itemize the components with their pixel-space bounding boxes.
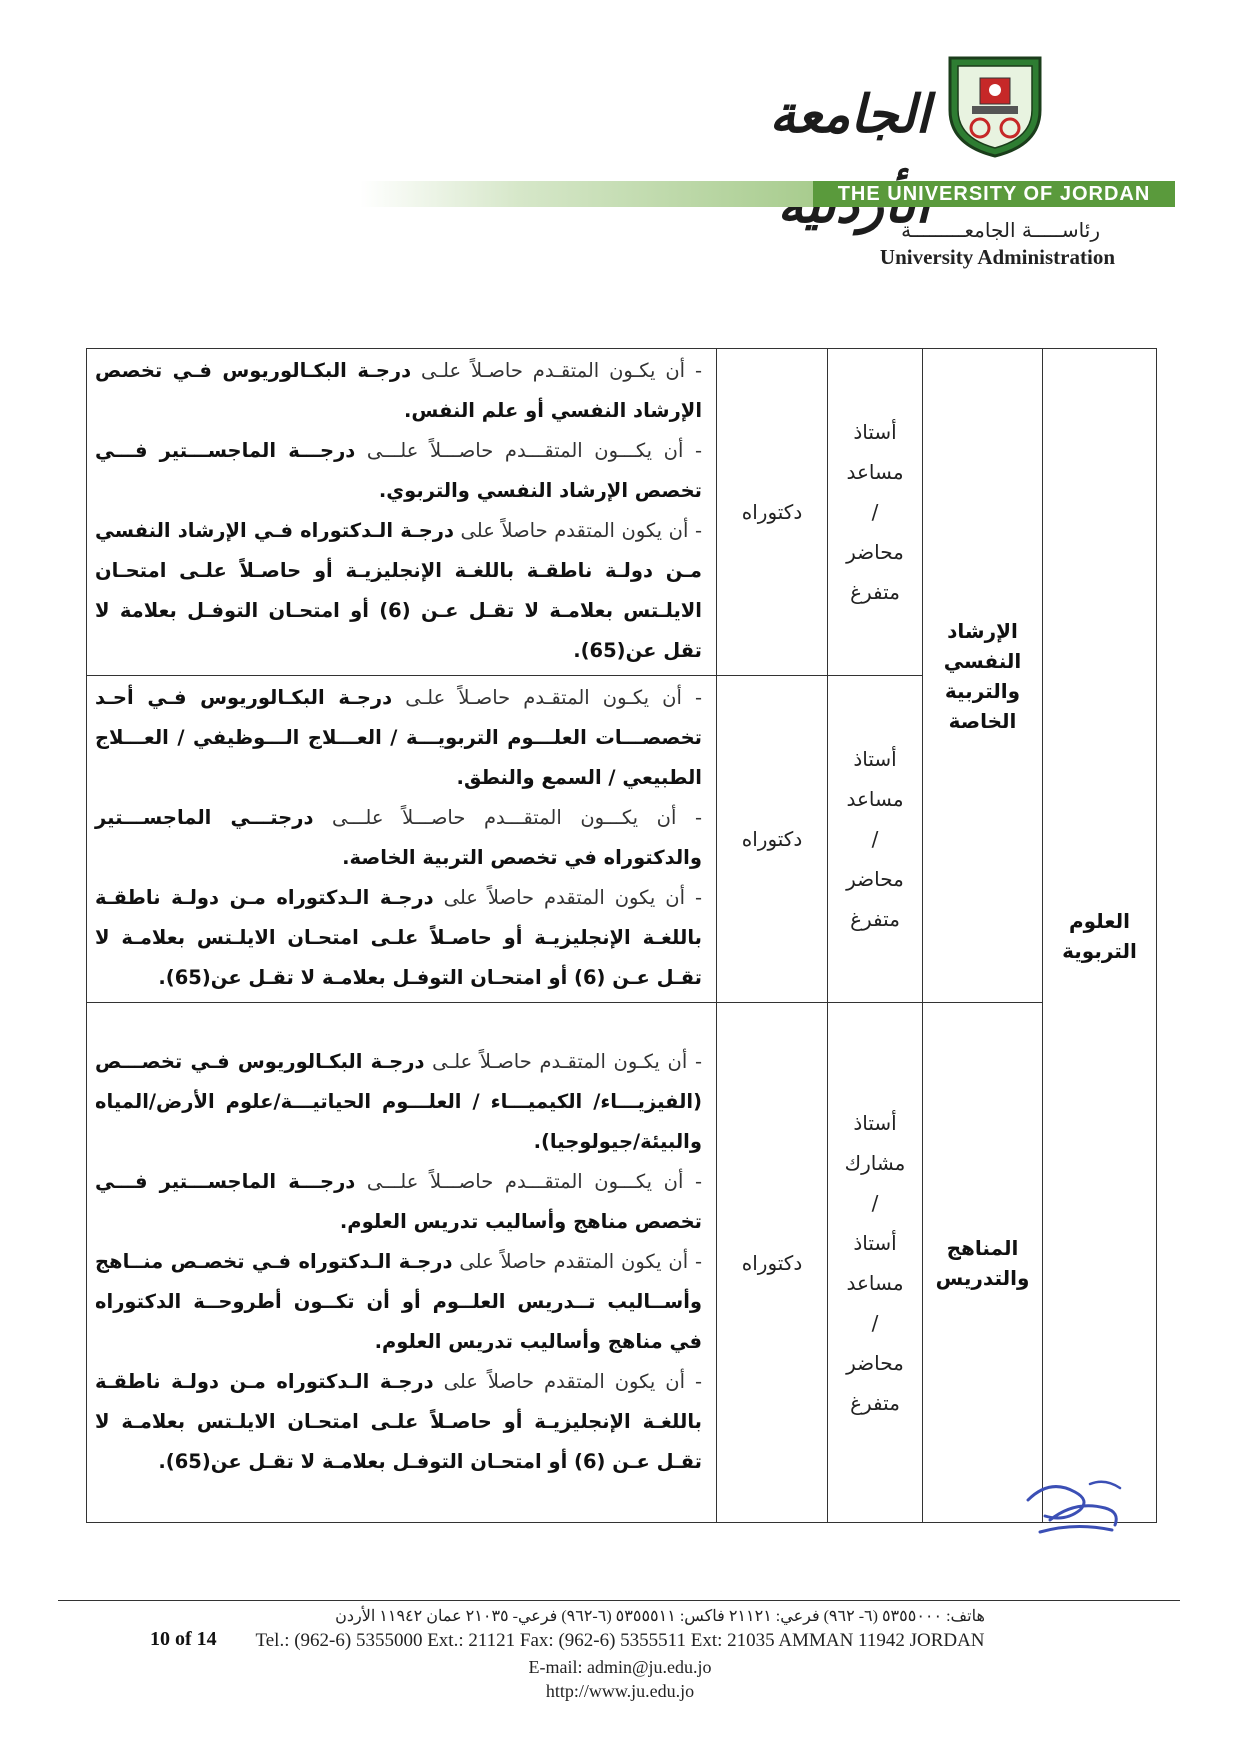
rank-line: أستاذ xyxy=(853,1110,897,1135)
rank-line: / xyxy=(871,500,879,524)
requirement-item: - أن يكـون المتقـدم حاصـلاً علـى درجـة البكـالوريوس فـي تخصص الإرشاد النفسي أو علم النفس. xyxy=(95,359,702,422)
degree-cell xyxy=(717,676,828,1003)
rank-cell xyxy=(828,676,923,1003)
footer-divider xyxy=(58,1600,1180,1601)
degree-text: دكتوراه xyxy=(741,1250,803,1275)
requirements-cell xyxy=(87,676,717,1003)
college-name: العلوم التربوية xyxy=(1062,908,1137,963)
department-name: الإرشاد النفسي والتربية الخاصة xyxy=(943,618,1022,733)
rank-line: محاضر xyxy=(846,867,904,891)
rank-cell xyxy=(828,349,923,676)
rank-line: محاضر xyxy=(846,540,904,564)
department-cell xyxy=(923,349,1043,1003)
degree-cell xyxy=(717,349,828,676)
requirements-cell xyxy=(87,349,717,676)
requirement-item: - أن يكون المتقدم حاصلاً على درجـة الـدكتوراه فـي الإرشاد النفسي مـن دولـة ناطقـة باللغـة الإنجليزيـة أو حاصـلاً علـى امتحـان الايلـتس بعلامـة لا تقـل عـن (6) أو امتحـان التوفـل بعلامة لا تقل عن(65). xyxy=(95,519,703,662)
rank-line: مشارك xyxy=(844,1150,906,1175)
requirements-table xyxy=(86,348,1157,1523)
rank-line: متفرغ xyxy=(850,1390,900,1415)
administration-english: University Administration xyxy=(879,245,1115,269)
table-row xyxy=(87,1003,1157,1523)
rank-line: متفرغ xyxy=(850,580,900,604)
header-green-band xyxy=(360,181,815,207)
requirements-cell xyxy=(87,1003,717,1523)
footer-contact-arabic: هاتف: ٥٣٥٥٠٠٠ (٦- ٩٦٢) فرعي: ٢١١٢١ فاكس: ٥٣٥٥٥١١ (٦-٩٦٢) فرعي- ٢١٠٣٥ عمان ١١٩٤٢ الأردن xyxy=(335,1608,985,1625)
college-cell xyxy=(1043,349,1157,1523)
rank-line: أستاذ xyxy=(853,747,897,771)
department-name: المناهج والتدريس xyxy=(935,1235,1030,1290)
rank-line: متفرغ xyxy=(850,907,900,931)
rank-line: / xyxy=(871,1190,879,1215)
requirement-item: - أن يكـــون المتقـــدم حاصـــلاً علـــى درجـــة الماجســـتير فـــي تخصص الإرشاد النفسي والتربوي. xyxy=(95,439,702,502)
requirement-item: - أن يكون المتقدم حاصلاً على درجـة الـدكتوراه فـي تخصـص منــاهج وأســاليب تــدريس العلــوم أو أن تكــون أطروحــة الدكتوراه في مناهج وأساليب تدريس العلوم. xyxy=(95,1249,702,1353)
rank-line: أستاذ xyxy=(853,1230,897,1255)
rank-line: مساعد xyxy=(846,787,904,811)
handwritten-signature xyxy=(1020,1470,1130,1545)
department-cell xyxy=(923,1003,1043,1523)
requirement-item: - أن يكـــون المتقـــدم حاصـــلاً علـــى درجتـــي الماجســـتير والدكتوراه في تخصص التربية الخاصة. xyxy=(95,806,702,869)
degree-text: دكتوراه xyxy=(741,500,803,524)
university-name-english: THE UNIVERSITY OF JORDAN xyxy=(813,181,1175,207)
rank-line: محاضر xyxy=(846,1350,904,1375)
rank-line: / xyxy=(871,827,879,851)
table-row xyxy=(87,349,1157,676)
university-name-arabic: الجامعة xyxy=(769,84,930,145)
requirement-item: - أن يكـون المتقـدم حاصـلاً علـى درجـة البكـالوريوس فـي أحـد تخصصـــات العلـــوم التربويـــة / العـــلاج الـــوظيفي / العـــلاج الطبيعي / السمع والنطق. xyxy=(95,686,702,789)
degree-cell xyxy=(717,1003,828,1523)
requirement-item: - أن يكون المتقدم حاصلاً على درجـة الـدكتوراه مـن دولـة ناطقـة باللغـة الإنجليزيـة أو حاصـلاً علـى امتحـان الايلـتس بعلامـة لا تقـل عـن (6) أو امتحـان التوفـل بعلامـة لا تقـل عن(65). xyxy=(95,1369,703,1473)
rank-line: أستاذ xyxy=(853,420,897,444)
requirement-item: - أن يكون المتقدم حاصلاً على درجـة الـدكتوراه مـن دولـة ناطقـة باللغـة الإنجليزيـة أو حاصـلاً علـى امتحـان الايلـتس بعلامـة لا تقـل عـن (6) أو امتحـان التوفـل بعلامـة لا تقـل عن(65). xyxy=(95,886,703,989)
rank-line: مساعد xyxy=(846,1270,904,1295)
rank-line: / xyxy=(871,1310,879,1335)
university-seal-logo xyxy=(940,50,1050,160)
footer-email: E-mail: admin@ju.edu.jo xyxy=(528,1657,712,1677)
rank-cell xyxy=(828,1003,923,1523)
administration-arabic: رئاســـــة الجامعـــــــــة xyxy=(901,218,1100,242)
page-number: 10 of 14 xyxy=(150,1628,217,1650)
requirement-item: - أن يكـــون المتقـــدم حاصـــلاً علـــى درجـــة الماجســـتير فـــي تخصص مناهج وأساليب تدريس العلوم. xyxy=(95,1169,702,1233)
rank-line: مساعد xyxy=(846,460,904,484)
footer-contact-english: Tel.: (962-6) 5355000 Ext.: 21121 Fax: (962-6) 5355511 Ext: 21035 AMMAN 11942 JORDAN xyxy=(255,1630,985,1651)
footer-website: http://www.ju.edu.jo xyxy=(545,1681,695,1701)
requirement-item: - أن يكـون المتقـدم حاصـلاً علـى درجـة البكـالوريوس فـي تخصـــص (الفيزيـــاء/ الكيميـــاء / العلـــوم الحياتيـــة/علوم الأرض/المياه والبيئة/جيولوجيا). xyxy=(95,1049,702,1153)
degree-text: دكتوراه xyxy=(741,827,803,851)
